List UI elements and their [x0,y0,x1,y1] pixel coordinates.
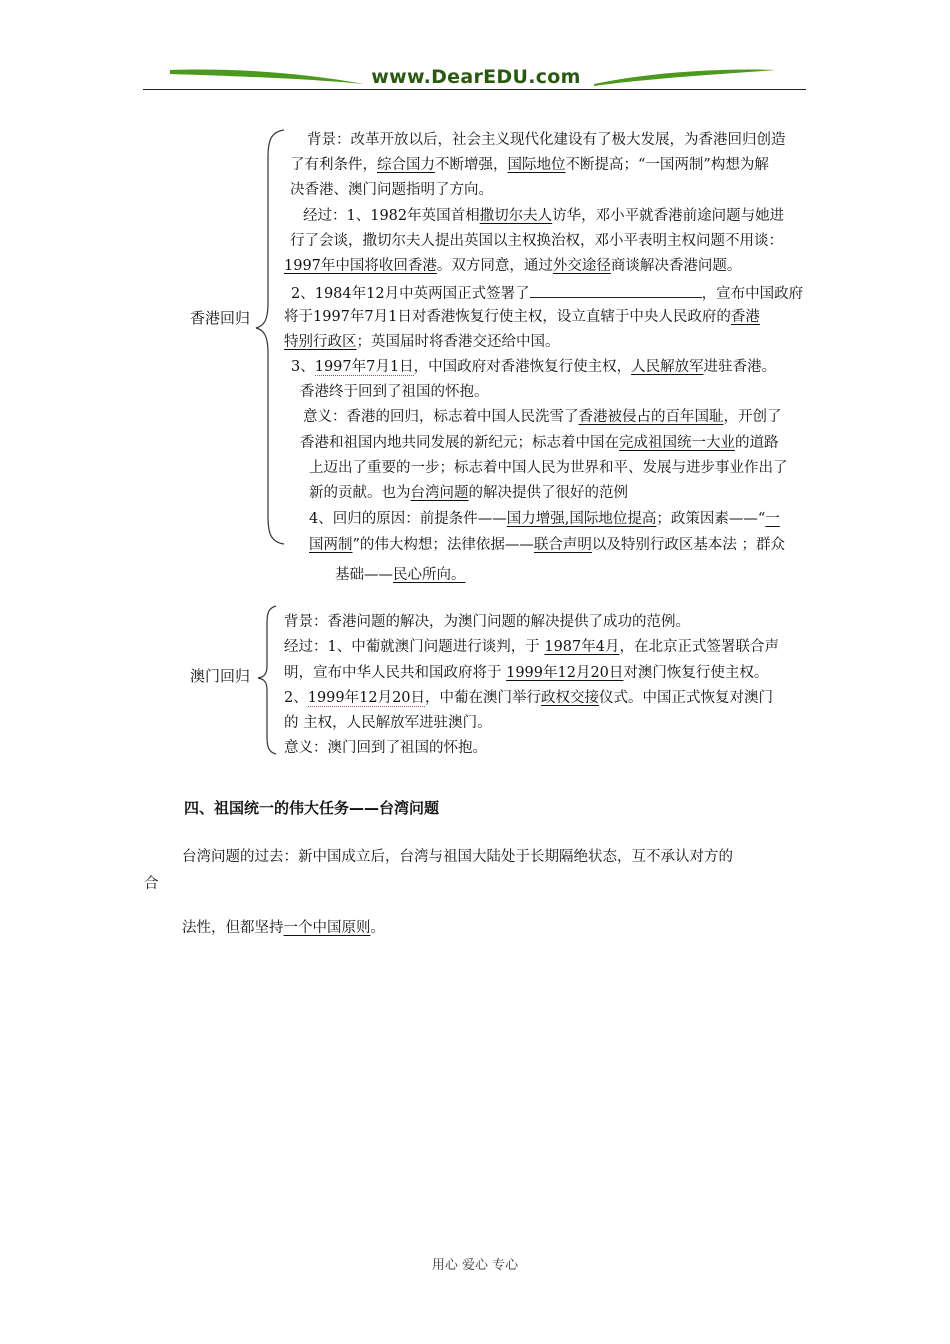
hk-line [303,408,782,426]
text-segment: 经过：1、1982年英国首相 [303,208,480,224]
text-segment: 2、1984年12月中英两国正式签署了 [291,286,530,302]
text-segment: ，开创了 [723,409,782,425]
hk-label: 香港回归 [190,309,251,327]
mo-line [284,613,690,631]
text-segment: ”的伟大构想；法律依据—— [352,537,534,553]
hk-line [290,156,769,174]
text-segment: 商谈解决香港问题。 [610,258,742,274]
text-segment: 了有利条件， [290,157,377,173]
hk-line [303,207,784,225]
hk-line [290,232,783,250]
text-segment: ，中国政府对香港恢复行使主权， [413,359,632,375]
hk-line [284,257,741,275]
underlined-term: 人民解放军 [631,359,704,375]
hk-line [335,566,466,584]
underlined-term: 香港被侵占的百年国耻 [578,409,724,425]
page-footer: 用心 爱心 专心 [431,1258,519,1273]
hk-line [291,358,776,376]
text-segment: 的道路 [735,435,779,451]
underlined-term: 国际地位 [507,157,566,173]
text-segment: ，中葡在澳门举行 [425,690,542,706]
one-china-principle: 一个中国原则 [283,920,371,936]
text-segment: 对澳门恢复行使主权。 [623,665,769,681]
dotted-term: 1997年7月1日 [314,359,414,375]
text-segment: 3、 [291,359,315,375]
underlined-term: 完成祖国统一大业 [619,435,735,451]
underlined-term: 香港 [730,309,760,325]
text-segment: 进驻香港。 [703,359,777,375]
mo-line [284,714,492,732]
underlined-term: 国力增强,国际地位提高 [506,511,657,527]
hk-line [300,434,779,452]
text-segment: 将于1997年7月1日对香港恢复行使主权，设立直辖于中央人民政府的 [284,309,731,325]
mo-label: 澳门回归 [190,667,251,685]
mo-line [284,638,779,656]
text-segment: ；英国届时将香港交还给中国。 [356,334,560,350]
text-segment: 以及特别行政区基本法 ；群众 [591,537,786,553]
text-segment: 行了会谈，撒切尔夫人提出英国以主权换治权，邓小平表明主权问题不用谈： [290,233,783,249]
hk-line [290,181,493,199]
mo-line [284,689,773,707]
underlined-term: 国两制 [309,537,353,553]
underlined-term: 特别行政区 [284,334,357,350]
text-segment: ；政策因素——“ [656,511,766,527]
taiwan-para-1: 台湾问题的过去：新中国成立后，台湾与祖国大陆处于长期隔绝状态，互不承认对方的 [182,849,733,865]
text-segment: 访华，邓小平就香港前途问题与她进 [552,208,785,224]
underlined-term: 综合国力 [377,157,435,173]
hk-line [300,383,489,401]
underlined-term: 民心所向。 [393,567,466,583]
mo-brace [254,604,280,756]
text-segment: 的解决提供了很好的范例 [468,485,628,501]
underlined-term: 1997年中国将收回香港 [284,258,437,274]
text-segment: 上迈出了重要的一步；标志着中国人民为世界和平、发展与进步事业作出了 [309,460,788,476]
mo-line [284,739,487,757]
header-swoosh-left [168,64,368,92]
text-segment: 2、 [284,690,308,706]
text-segment: 新的贡献。也为 [309,485,411,501]
text-segment: 意义：澳门回到了祖国的怀抱。 [284,740,487,756]
hk-line [309,536,785,554]
text-segment: 背景：香港问题的解决，为澳门问题的解决提供了成功的范例。 [284,614,690,630]
text-segment: 意义：香港的回归，标志着中国人民洗雪了 [303,409,579,425]
text-segment: 不断提高；“一国两制”构想为解 [565,157,769,173]
hk-line [284,333,560,351]
header-swoosh-right [592,64,778,92]
fill-in-blank [530,283,702,298]
text-segment: 仪式。中国正式恢复对澳门 [599,690,774,706]
text-segment: 基础—— [335,567,393,583]
header-rule [143,89,806,90]
taiwan-para-2-tail: 。 [370,920,385,936]
text-segment: 香港和祖国内地共同发展的新纪元；标志着中国在 [300,435,619,451]
hk-line [309,459,788,477]
hk-line [284,308,760,326]
underlined-term: 政权交接 [541,690,600,706]
hk-line [309,484,628,502]
text-segment: 经过：1、中葡就澳门问题进行谈判，于 [284,639,545,655]
dotted-term: 1999年12月20日 [307,690,426,706]
underlined-term: 1987年4月 [544,639,620,655]
site-logo: www.DearEDU.com [371,66,581,88]
text-segment: 背景：改革开放以后，社会主义现代化建设有了极大发展，为香港回归创造 [307,132,786,148]
text-segment: 不断增强， [435,157,508,173]
text-segment: ，在北京正式签署联合声 [619,639,779,655]
taiwan-para-2-lead: 法性，但都坚持 [182,920,284,936]
text-segment: 明，宣布中华人民共和国政府将于 [284,665,507,681]
underlined-term: 撒切尔夫人 [479,208,553,224]
underlined-term: 联合声明 [533,537,592,553]
taiwan-para-2 [182,916,385,937]
mo-line [284,664,768,682]
underlined-term: 一 [765,511,780,527]
section-heading: 四、祖国统一的伟大任务——台湾问题 [184,799,440,817]
underlined-term: 1999年12月20日 [506,665,624,681]
hk-line [309,510,780,528]
underlined-term: 外交途径 [552,258,611,274]
text-segment: 4、回归的原因：前提条件—— [309,511,507,527]
text-segment: 。双方同意，通过 [436,258,553,274]
text-segment: 的 主权，人民解放军进驻澳门。 [284,715,492,731]
text-segment: ，宣布中国政府 [701,286,804,302]
taiwan-para-1-wrap: 合 [144,876,159,892]
hk-line [307,131,786,149]
hk-line [291,283,803,303]
text-segment: 香港终于回到了祖国的怀抱。 [300,384,489,400]
underlined-term: 台湾问题 [410,485,469,501]
text-segment: 决香港、澳门问题指明了方向。 [290,182,493,198]
